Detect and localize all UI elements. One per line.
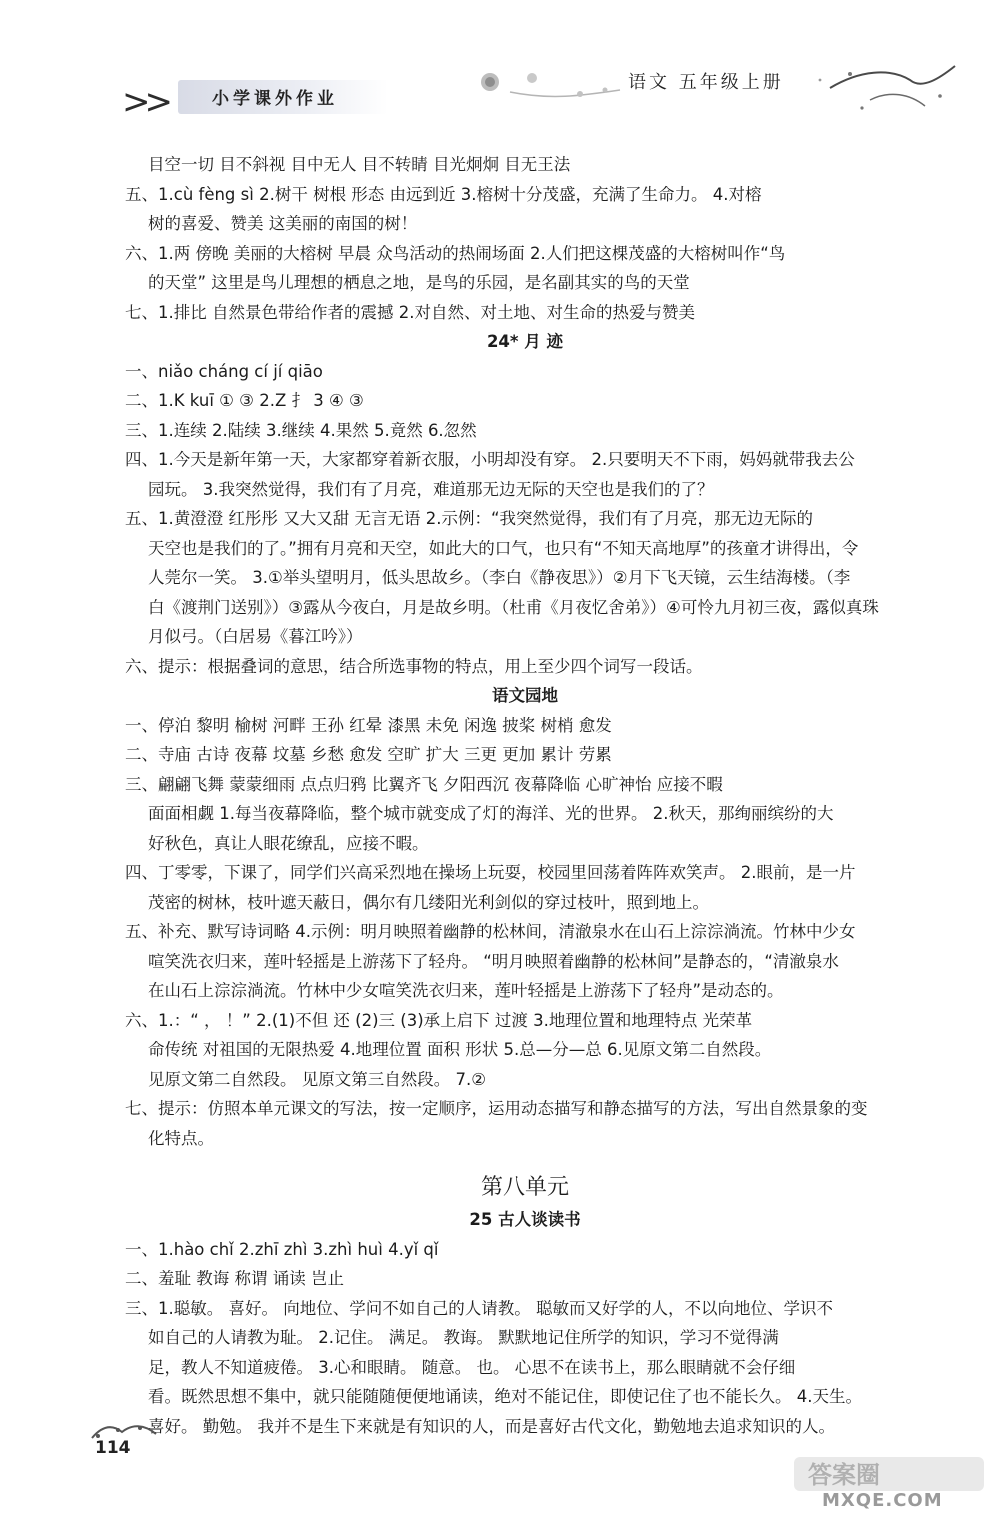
answer-line: 六、提示：根据叠词的意思，结合所选事物的特点，用上至少四个词写一段话。 xyxy=(125,656,703,676)
answer-line: 面面相觑 1.每当夜幕降临，整个城市就变成了灯的海洋、光的世界。 2.秋天，那绚丽缤纷的大 xyxy=(148,804,834,823)
answer-line: 六、1.两 傍晚 美丽的大榕树 早晨 众鸟活动的热闹场面 2.人们把这棵茂盛的大榕树叫作“鸟 xyxy=(125,243,786,263)
subject-grade-label: 语文 五年级上册 xyxy=(628,72,784,93)
answer-line: 二、羞耻 教诲 称谓 诵读 岂止 xyxy=(125,1269,344,1288)
answer-line: 茂密的树林，枝叶遮天蔽日，偶尔有几缕阳光利剑似的穿过枝叶，照到地上。 xyxy=(148,892,709,912)
answer-line: 看。既然思想不集中，就只能随随便便地诵读，绝对不能记住，即使记住了也不能长久。 4.天生。 xyxy=(148,1387,862,1406)
answer-line: 四、1.今天是新年第一天，大家都穿着新衣服，小明却没有穿。 2.只要明天不下雨，妈妈就带我去公 xyxy=(125,450,855,469)
section-title: 语文园地 xyxy=(492,686,558,705)
answer-line: 命传统 对祖国的无限热爱 4.地理位置 面积 形状 5.总—分—总 6.见原文第二自然段。 xyxy=(148,1040,772,1059)
answer-line: 五、1.黄澄澄 红彤彤 又大又甜 无言无语 2.示例：“我突然觉得，我们有了月亮，那无边无际的 xyxy=(125,509,814,528)
answer-line: 喧笑洗衣归来，莲叶轻摇是上游荡下了轻舟。 “明月映照着幽静的松林间”是静态的，“清澈泉水 xyxy=(148,951,839,971)
answer-content xyxy=(125,150,925,1441)
answer-line: 树的喜爱、赞美 这美丽的南国的树！ xyxy=(148,214,418,233)
answer-line: 喜好。 勤勉。 我并不是生下来就是有知识的人，而是喜好古代文化，勤勉地去追求知识的人。 xyxy=(148,1416,835,1436)
answer-line: 一、niǎo cháng cí jí qiāo xyxy=(125,361,323,381)
answer-line: 二、1.K kuī ① ③ 2.Z 扌 3 ④ ③ xyxy=(125,391,364,410)
double-chevron-icon: >> xyxy=(122,82,167,122)
series-title: 小学课外作业 xyxy=(212,89,338,109)
answer-line: 六、1.：“ ， ！” 2.(1)不但 还 (2)三 (3)承上启下 过渡 3.地理位置和地理特点 光荣革 xyxy=(125,1010,753,1030)
answer-line: 一、1.hào chǐ 2.zhī zhì 3.zhì huì 4.yǐ qǐ xyxy=(125,1239,439,1259)
answer-line: 好秋色，真让人眼花缭乱，应接不暇。 xyxy=(148,833,429,853)
answer-line: 目空一切 目不斜视 目中无人 目不转睛 目光炯炯 目无王法 xyxy=(148,155,571,174)
answer-line: 月似弓。（白居易《暮江吟》） xyxy=(148,627,363,646)
answer-line: 三、翩翩飞舞 蒙蒙细雨 点点归鸦 比翼齐飞 夕阳西沉 夜幕降临 心旷神怡 应接不暇 xyxy=(125,774,723,794)
answer-line: 七、1.排比 自然景色带给作者的震撼 2.对自然、对土地、对生命的热爱与赞美 xyxy=(125,302,695,322)
answer-line: 的天堂” 这里是鸟儿理想的栖息之地，是鸟的乐园，是名副其实的鸟的天堂 xyxy=(148,273,690,292)
answer-line: 园玩。 3.我突然觉得，我们有了月亮，难道那无边无际的天空也是我们的了？ xyxy=(148,479,714,499)
watermark-text: MXQE.COM xyxy=(822,1490,943,1511)
answer-line: 五、补充、默写诗词略 4.示例：明月映照着幽静的松林间，清澈泉水在山石上淙淙淌流。竹林中少女 xyxy=(125,922,856,941)
answer-line: 七、提示：仿照本单元课文的写法，按一定顺序，运用动态描写和静态描写的方法，写出自然景象的变 xyxy=(125,1099,868,1118)
page-number: 114 xyxy=(95,1438,131,1458)
answer-line: 一、停泊 黎明 榆树 河畔 王孙 红晕 漆黑 未免 闲逸 披桨 树梢 愈发 xyxy=(125,715,612,735)
answer-line: 天空也是我们的了。”拥有月亮和天空，如此大的口气，也只有“不知天高地厚”的孩童才讲得出，令 xyxy=(148,538,859,558)
answer-line: 五、1.cù fèng sì 2.树干 树根 形态 由远到近 3.榕树十分茂盛，充满了生命力。 4.对榕 xyxy=(125,184,762,204)
answer-line: 在山石上淙淙淌流。竹林中少女喧笑洗衣归来，莲叶轻摇是上游荡下了轻舟”是动态的。 xyxy=(148,981,784,1000)
unit-title: 第八单元 xyxy=(480,1175,569,1200)
answer-line: 人莞尔一笑。 3.①举头望明月，低头思故乡。（李白《静夜思》）②月下飞天镜，云生结海楼。（李 xyxy=(148,568,851,587)
answer-line: 见原文第二自然段。 见原文第三自然段。 7.② xyxy=(148,1069,487,1089)
answer-line: 白《渡荆门送别》）③露从今夜白，月是故乡明。（杜甫《月夜忆舍弟》）④可怜九月初三夜，露似真珠 xyxy=(148,597,879,617)
answer-line: 如自己的人请教为耻。 2.记住。 满足。 教诲。 默默地记住所学的知识，学习不觉得满 xyxy=(148,1328,779,1347)
answer-line: 化特点。 xyxy=(148,1128,214,1148)
answer-line: 二、寺庙 古诗 夜幕 坟墓 乡愁 愈发 空旷 扩大 三更 更加 累计 劳累 xyxy=(125,745,612,764)
answer-line: 三、1.连续 2.陆续 3.继续 4.果然 5.竟然 6.忽然 xyxy=(125,420,477,440)
answer-line: 四、丁零零，下课了，同学们兴高采烈地在操场上玩耍，校园里回荡着阵阵欢笑声。 2.眼前，是一片 xyxy=(125,863,856,882)
svg-text:答案圈: 答案圈 xyxy=(808,1461,880,1489)
answer-line: 三、1.聪敏。 喜好。 向地位、学问不如自己的人请教。 聪敏而又好学的人，不以向地位、学识不 xyxy=(125,1298,833,1318)
section-title: 25 古人谈读书 xyxy=(469,1210,581,1229)
page-header xyxy=(0,0,1000,140)
answer-line: 足，教人不知道疲倦。 3.心和眼睛。 随意。 也。 心思不在读书上，那么眼睛就不会仔细 xyxy=(148,1357,796,1377)
section-title: 24* 月 迹 xyxy=(486,332,564,351)
